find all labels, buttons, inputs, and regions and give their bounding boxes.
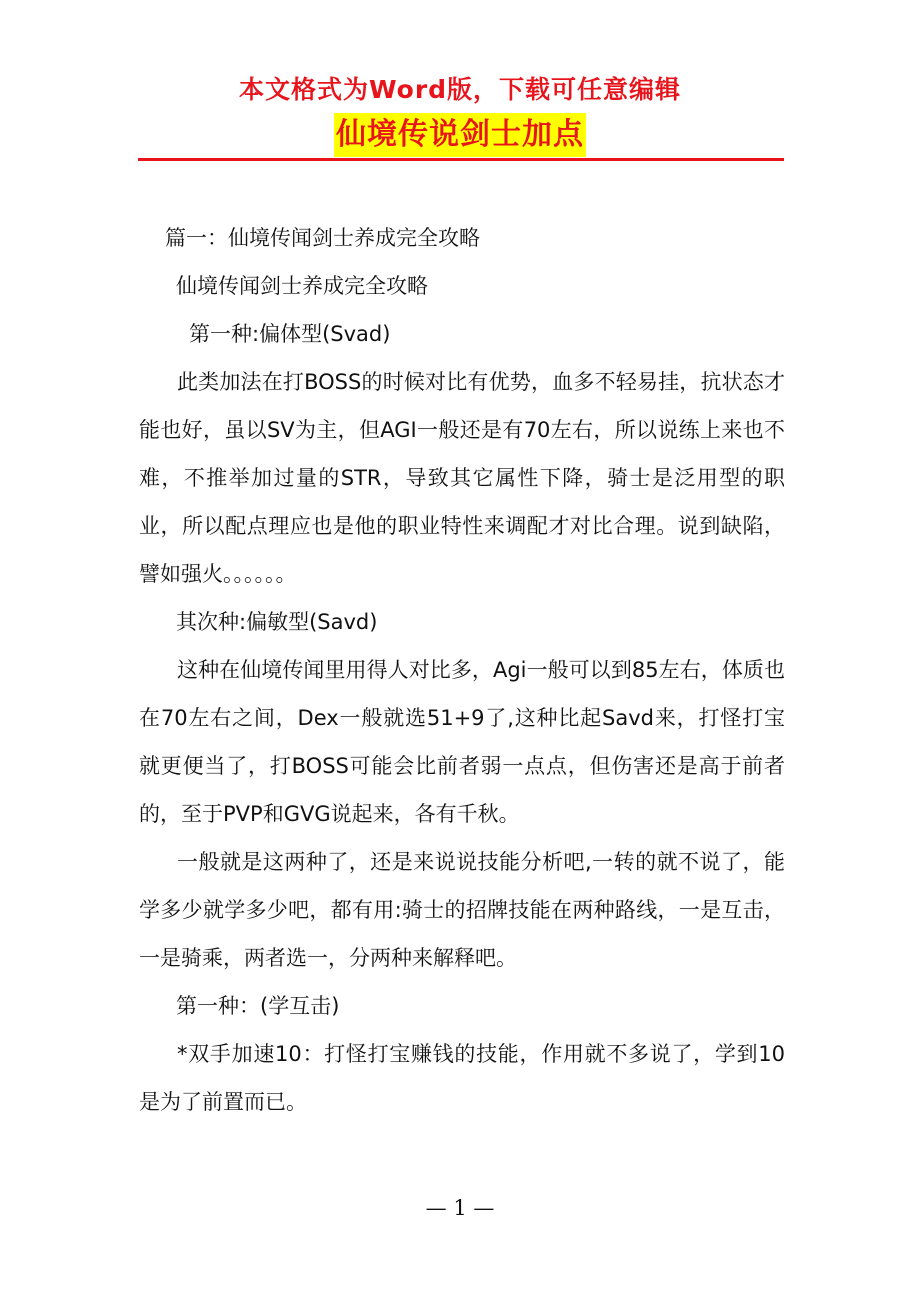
section-heading: 篇一：仙境传闻剑士养成完全攻略 <box>165 226 480 250</box>
paragraph: 这种在仙境传闻里用得人对比多，Agi一般可以到85左右，体质也在70左右之间，Dex一般就选51+9了,这种比起Savd来，打怪打宝就更便当了，打BOSS可能会比前者弱一点点，但伤害还是高于前者的，至于PVP和GVG说起来，各有千秋。 <box>139 658 785 826</box>
paragraph: 此类加法在打BOSS的时候对比有优势，血多不轻易挂，抗状态才能也好，虽以SV为主，但AGI一般还是有70左右，所以说练上来也不难，不推举加过量的STR，导致其它属性下降，骑士是泛用型的职业，所以配点理应也是他的职业特性来调配才对比合理。说到缺陷，譬如强火。。。。。。 <box>139 370 785 586</box>
subtitle: 仙境传闻剑士养成完全攻略 <box>176 274 428 298</box>
title-divider <box>138 158 784 161</box>
subheading-skill: 第一种：(学互击) <box>176 994 340 1018</box>
document-body <box>139 214 785 1126</box>
subheading-type-2: 其次种:偏敏型(Savd) <box>176 610 378 634</box>
format-notice: 本文格式为Word版，下载可任意编辑 <box>238 75 682 104</box>
subheading-type-1: 第一种:偏体型(Svad) <box>189 322 391 346</box>
title-container <box>0 113 920 157</box>
document-title: 仙境传说剑士加点 <box>334 113 586 157</box>
page-number: — 1 — <box>425 1196 495 1220</box>
paragraph: *双手加速10：打怪打宝赚钱的技能，作用就不多说了，学到10是为了前置而已。 <box>139 1042 785 1114</box>
paragraph: 一般就是这两种了，还是来说说技能分析吧,一转的就不说了，能学多少就学多少吧，都有用:骑士的招牌技能在两种路线，一是互击，一是骑乘，两者选一，分两种来解释吧。 <box>139 850 785 970</box>
